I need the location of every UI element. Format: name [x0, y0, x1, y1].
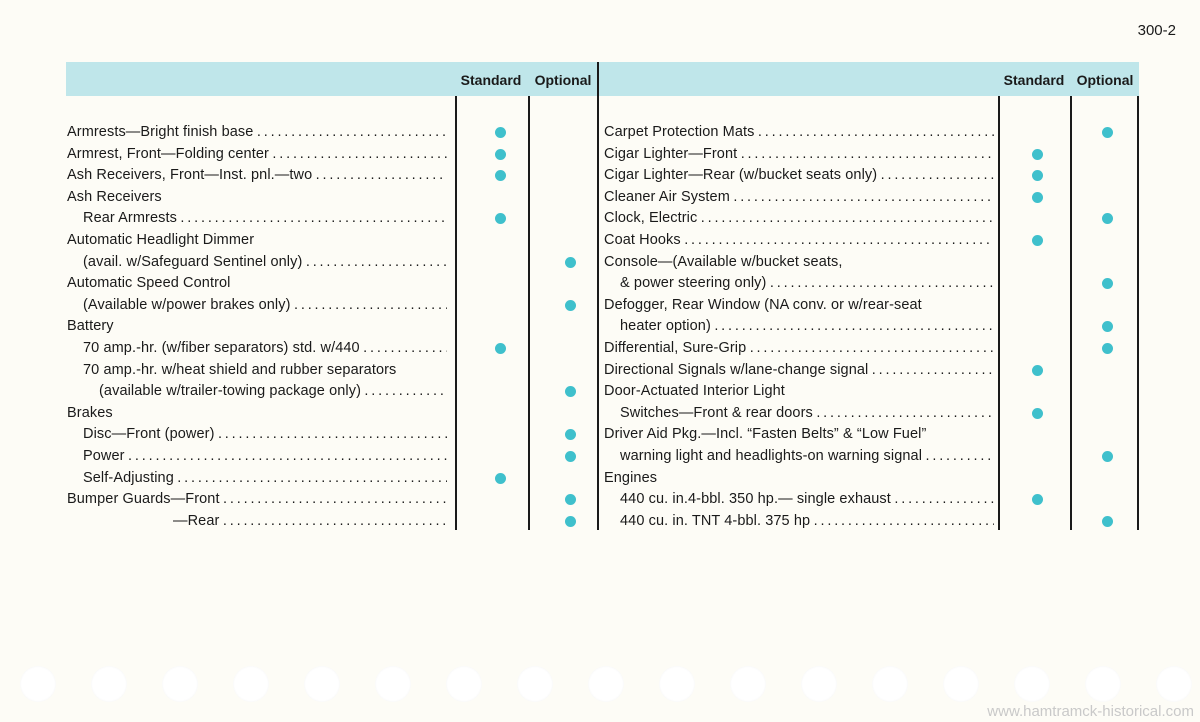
feature-row: 70 amp.-hr. (w/fiber separators) std. w/440 . . .: [83, 338, 447, 359]
standard-dot: [1032, 365, 1043, 376]
page-number: 300-2: [1137, 22, 1176, 39]
standard-dot: [495, 343, 506, 354]
optional-dot: [565, 451, 576, 462]
center-divider: [597, 62, 599, 530]
binder-hole: [588, 666, 624, 702]
binder-hole: [1014, 666, 1050, 702]
feature-row: Disc—Front (power) . . .: [83, 424, 447, 445]
feature-row: (avail. w/Safeguard Sentinel only) . . .: [83, 252, 447, 273]
optional-dot: [1102, 516, 1113, 527]
binder-hole: [446, 666, 482, 702]
optional-dot: [565, 386, 576, 397]
feature-row: Automatic Headlight Dimmer: [67, 232, 255, 248]
binder-hole: [91, 666, 127, 702]
standard-dot: [495, 127, 506, 138]
feature-row: Ash Receivers: [67, 188, 162, 205]
optional-dot: [1102, 321, 1113, 332]
feature-row: Clock, Electric . . .: [604, 208, 994, 229]
binder-hole: [517, 666, 553, 702]
feature-row: Automatic Speed Control: [67, 275, 231, 292]
binder-hole: [1156, 666, 1192, 702]
binder-hole: [233, 666, 269, 702]
feature-row: Power . . .: [83, 446, 447, 467]
header-band: [66, 62, 1139, 96]
feature-row: —Rear . . .: [173, 511, 447, 532]
binder-hole: [304, 666, 340, 702]
feature-row: Cleaner Air System . . .: [604, 187, 994, 208]
binder-hole: [659, 666, 695, 702]
optional-dot: [565, 494, 576, 505]
binder-hole: [801, 666, 837, 702]
standard-dot: [1032, 494, 1043, 505]
standard-dot: [495, 213, 506, 224]
feature-row: Battery: [67, 318, 114, 335]
feature-row: Armrests—Bright finish base . . .: [67, 122, 447, 143]
optional-dot: [1102, 127, 1113, 138]
binder-hole: [872, 666, 908, 702]
optional-dot: [565, 257, 576, 268]
feature-row: Brakes: [67, 404, 113, 421]
feature-row: Armrest, Front—Folding center . . .: [67, 144, 447, 165]
right-divider-2: [1070, 96, 1072, 530]
feature-row: Differential, Sure-Grip . . .: [604, 338, 994, 359]
binder-hole: [20, 666, 56, 702]
left-optional-header: Optional: [534, 72, 592, 88]
feature-row: Bumper Guards—Front . . .: [67, 489, 447, 510]
standard-dot: [1032, 408, 1043, 419]
right-divider-3: [1137, 96, 1139, 530]
feature-row: & power steering only) . . .: [620, 273, 994, 294]
standard-dot: [495, 473, 506, 484]
feature-row: Cigar Lighter—Front . . .: [604, 144, 994, 165]
feature-row: Rear Armrests . . .: [83, 208, 447, 229]
optional-dot: [565, 300, 576, 311]
optional-dot: [1102, 451, 1113, 462]
left-divider-2: [528, 96, 530, 530]
feature-row: Carpet Protection Mats . . .: [604, 122, 994, 143]
feature-row: Defogger, Rear Window (NA conv. or w/rear-seat: [604, 296, 922, 313]
right-optional-header: Optional: [1076, 72, 1134, 88]
feature-row: (Available w/power brakes only) . . .: [83, 295, 447, 316]
feature-row: Self-Adjusting . . .: [83, 468, 447, 489]
binder-hole: [1085, 666, 1121, 702]
binder-hole: [730, 666, 766, 702]
right-standard-header: Standard: [1003, 72, 1065, 88]
standard-dot: [1032, 192, 1043, 203]
feature-row: Cigar Lighter—Rear (w/bucket seats only) . . .: [604, 165, 994, 186]
feature-row: warning light and headlights-on warning signal . . .: [620, 446, 994, 467]
feature-row: 440 cu. in. TNT 4-bbl. 375 hp . . .: [620, 511, 994, 532]
feature-row: Driver Aid Pkg.—Incl. “Fasten Belts” & “Low Fuel”: [604, 426, 927, 443]
optional-dot: [1102, 343, 1113, 354]
feature-row: Coat Hooks . . .: [604, 230, 994, 251]
left-divider-1: [455, 96, 457, 530]
standard-dot: [1032, 235, 1043, 246]
standard-dot: [495, 170, 506, 181]
optional-dot: [565, 429, 576, 440]
feature-row: (available w/trailer-towing package only) . . .: [99, 381, 447, 402]
optional-dot: [565, 516, 576, 527]
binder-hole: [162, 666, 198, 702]
right-divider-1: [998, 96, 1000, 530]
feature-row: Door-Actuated Interior Light: [604, 383, 785, 400]
feature-row: 440 cu. in.4-bbl. 350 hp.— single exhaust . . .: [620, 489, 994, 510]
left-standard-header: Standard: [460, 72, 522, 88]
feature-row: Ash Receivers, Front—Inst. pnl.—two . . .: [67, 165, 447, 186]
feature-row: Switches—Front & rear doors . . .: [620, 403, 994, 424]
feature-row: Console—(Available w/bucket seats,: [604, 253, 843, 270]
watermark: www.hamtramck-historical.com: [987, 703, 1194, 720]
standard-dot: [495, 149, 506, 160]
feature-row: Directional Signals w/lane-change signal . . .: [604, 360, 994, 381]
standard-dot: [1032, 149, 1043, 160]
feature-row: Engines: [604, 469, 658, 486]
optional-dot: [1102, 278, 1113, 289]
optional-dot: [1102, 213, 1113, 224]
binder-hole: [375, 666, 411, 702]
binder-hole: [943, 666, 979, 702]
feature-row: 70 amp.-hr. w/heat shield and rubber separators: [83, 361, 397, 378]
standard-dot: [1032, 170, 1043, 181]
feature-row: heater option) . . .: [620, 316, 994, 337]
